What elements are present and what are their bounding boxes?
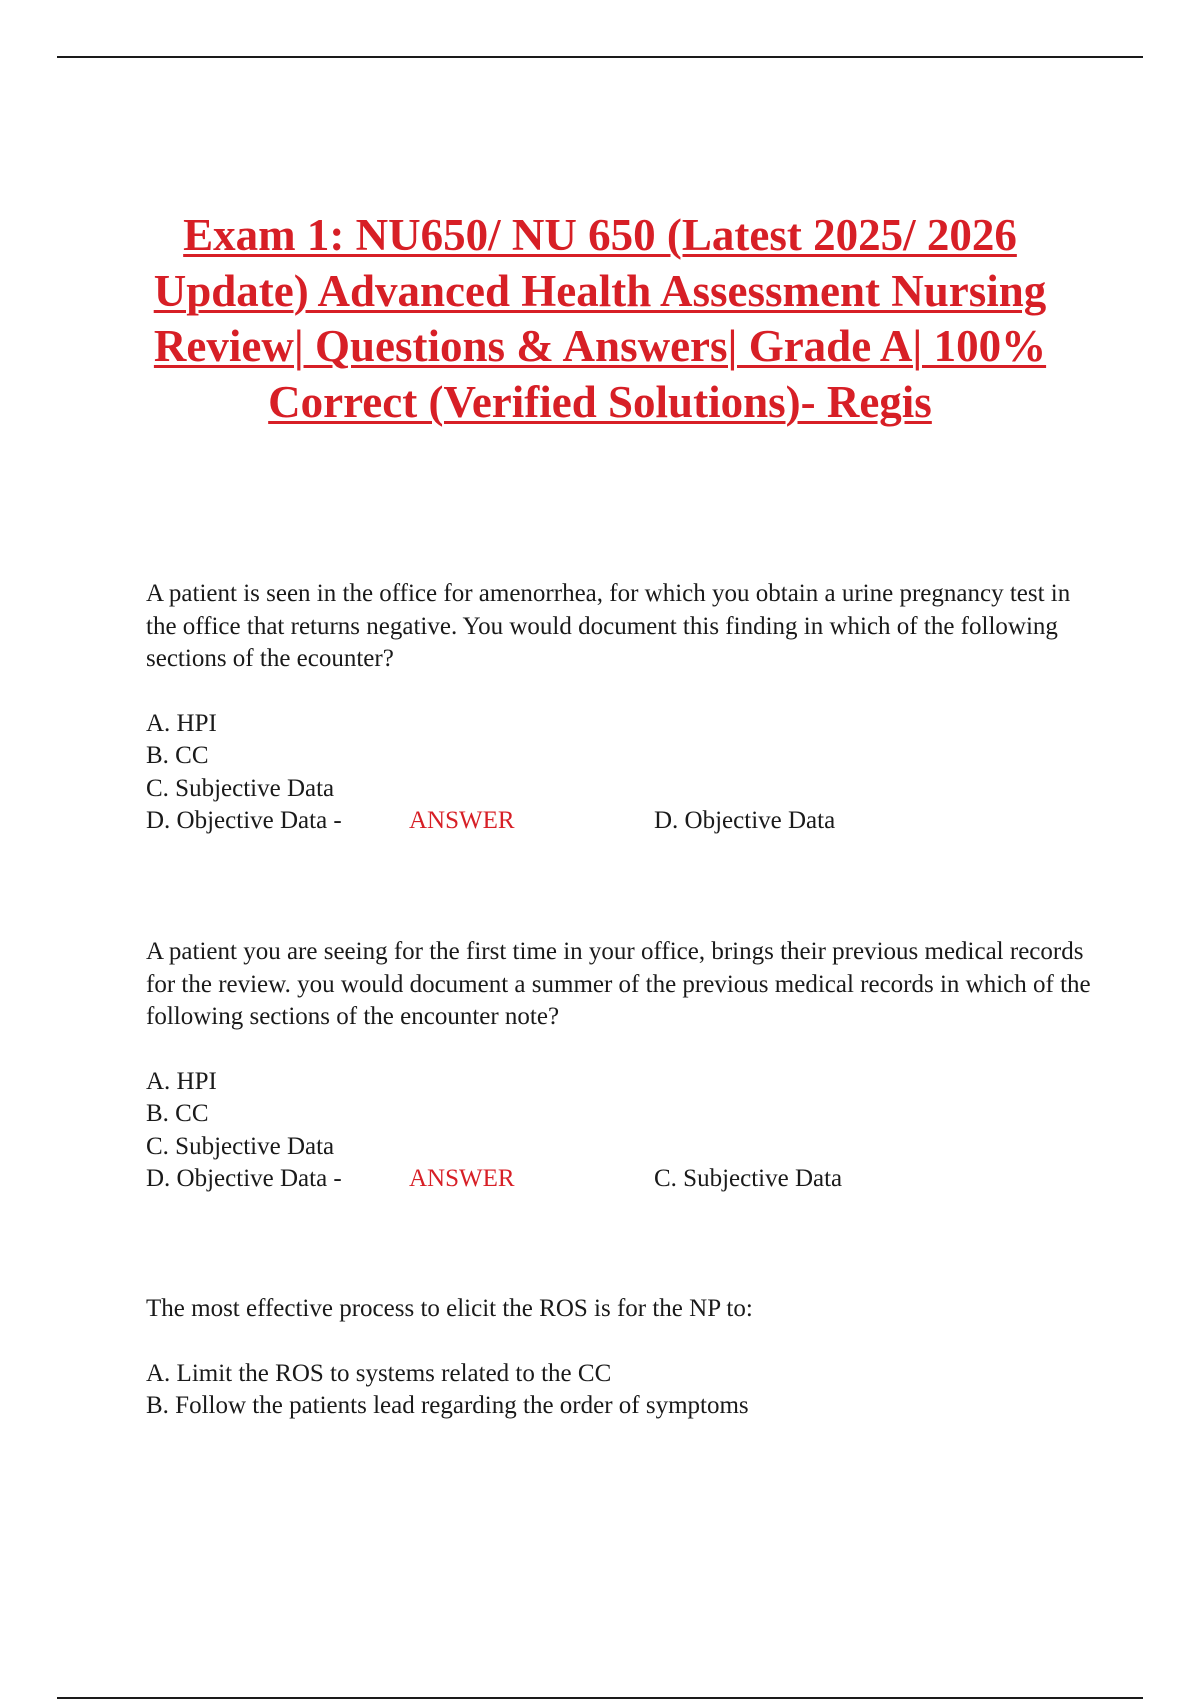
question-block — [146, 578, 1096, 838]
option-d-answer-row — [146, 805, 1096, 838]
option-d-answer-row — [146, 1163, 1096, 1196]
option-c: C. Subjective Data — [146, 1132, 335, 1160]
option-list — [146, 1066, 1096, 1196]
top-rule — [57, 56, 1143, 58]
option-b: B. CC — [146, 1100, 209, 1127]
answer-label: ANSWER — [409, 1165, 515, 1192]
option-a: A. HPI — [146, 709, 217, 737]
question-block — [146, 936, 1096, 1196]
option-d: D. Objective Data - — [146, 807, 342, 834]
question-text: A patient is seen in the office for amenorrhea, for which you obtain a urine pregnancy test in the office that returns negative. You would document this finding in which of the following sections of the ecounter? — [146, 580, 1071, 672]
option-b: B. CC — [146, 742, 209, 769]
bottom-rule — [57, 1697, 1143, 1699]
option-a: A. HPI — [146, 1067, 217, 1095]
option-list — [146, 1358, 1096, 1423]
answer-label: ANSWER — [409, 807, 515, 834]
option-a: A. Limit the ROS to systems related to the CC — [146, 1359, 612, 1387]
question-block — [146, 1293, 1096, 1423]
option-b: B. Follow the patients lead regarding the order of symptoms — [146, 1392, 749, 1419]
option-c: C. Subjective Data — [146, 774, 335, 802]
option-d: D. Objective Data - — [146, 1165, 342, 1192]
question-text: The most effective process to elicit the ROS is for the NP to: — [146, 1295, 753, 1322]
answer-value: D. Objective Data — [654, 807, 836, 834]
option-list — [146, 708, 1096, 838]
answer-value: C. Subjective Data — [654, 1165, 843, 1192]
question-text: A patient you are seeing for the first time in your office, brings their previous medical records for the review. you would document a summer of the previous medical records in which of the following sections of the encounter note? — [146, 938, 1091, 1030]
document-title: Exam 1: NU650/ NU 650 (Latest 2025/ 2026 Update) Advanced Health Assessment Nursing Review| Questions & Answers| Grade A| 100% Correct (Verified Solutions)- Regis — [153, 210, 1047, 427]
